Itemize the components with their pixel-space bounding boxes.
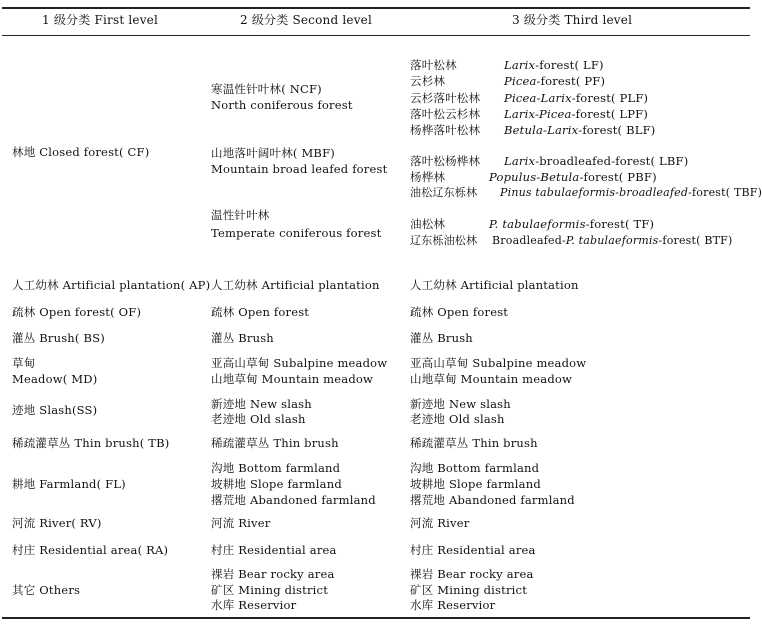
third-level-ss-b: 老迹地 Old slash — [410, 412, 505, 426]
third-level-md-a: 亚高山草甸 Subalpine meadow — [410, 356, 587, 370]
third-rest: -broadleafed-forest( LBF) — [535, 154, 689, 168]
top-rule — [2, 7, 750, 9]
first-level-md-en: Meadow( MD) — [12, 372, 98, 386]
first-level-bs: 灌丛 Brush( BS) — [12, 331, 105, 345]
third-rest: -forest( LPF) — [571, 107, 649, 121]
second-level-tb: 稀疏灌草丛 Thin brush — [211, 436, 339, 450]
third-level-ss-a: 新迹地 New slash — [410, 397, 511, 411]
first-level-ss: 迹地 Slash(SS) — [12, 403, 98, 417]
third-level-fl-a: 沟地 Bottom farmland — [410, 461, 540, 475]
third-level-bs: 灌丛 Brush — [410, 331, 473, 345]
third-cn: 落叶松林 — [410, 58, 457, 72]
third-cn: 辽东栎油松林 — [410, 234, 478, 247]
third-level-ot-c: 水库 Reservior — [410, 598, 496, 612]
second-level-ot-c: 水库 Reservior — [211, 598, 297, 612]
third-cn: 云杉林 — [410, 74, 446, 88]
third-level-of: 疏林 Open forest — [410, 305, 509, 319]
second-level-mbf-cn: 山地落叶阔叶林( MBF) — [211, 146, 335, 160]
second-level-fl-a: 沟地 Bottom farmland — [211, 461, 341, 475]
third-rest: -forest( PF) — [536, 74, 606, 88]
third-level-forest-item — [410, 106, 648, 122]
header-second-level: 2 级分类 Second level — [240, 13, 373, 27]
third-italic: Populus-Betula — [489, 170, 580, 184]
third-level-forest-item — [410, 216, 654, 232]
third-cn: 落叶松杨桦林 — [410, 154, 481, 168]
third-rest: -forest( BTF) — [658, 234, 733, 247]
first-level-ap: 人工幼林 Artificial plantation( AP) — [12, 278, 211, 292]
first-level-rv: 河流 River( RV) — [12, 516, 102, 530]
second-level-bs: 灌丛 Brush — [211, 331, 274, 345]
third-italic: Larix — [504, 154, 536, 168]
third-rest: -forest( TF) — [585, 217, 655, 231]
third-rest: -forest( BLF) — [578, 123, 656, 137]
third-level-md-b: 山地草甸 Mountain meadow — [410, 372, 573, 386]
third-pre: Broadleafed- — [492, 234, 566, 247]
third-cn: 云杉落叶松林 — [410, 91, 481, 105]
second-level-tcf-cn: 温性针叶林 — [211, 208, 270, 222]
first-level-of: 疏林 Open forest( OF) — [12, 305, 142, 319]
third-italic: Larix — [504, 58, 536, 72]
header-third-level: 3 级分类 Third level — [512, 13, 633, 27]
third-level-forest-item — [410, 185, 762, 201]
third-level-forest-item — [410, 122, 655, 138]
second-level-ncf-en: North coniferous forest — [211, 98, 353, 112]
third-cn: 油松辽东栎林 — [410, 186, 478, 199]
third-level-tb: 稀疏灌草丛 Thin brush — [410, 436, 538, 450]
bottom-rule — [2, 617, 750, 619]
third-level-forest-item — [410, 169, 657, 185]
header-first-level: 1 级分类 First level — [42, 13, 159, 27]
third-italic: Picea-Larix — [504, 91, 572, 105]
second-level-ra: 村庄 Residential area — [211, 543, 337, 557]
third-level-forest-item — [410, 90, 648, 106]
third-italic: Picea — [504, 74, 537, 88]
second-level-ot-a: 裸岩 Bear rocky area — [211, 567, 335, 581]
third-level-ap: 人工幼林 Artificial plantation — [410, 278, 579, 292]
third-level-ot-b: 矿区 Mining district — [410, 583, 528, 597]
second-level-ap: 人工幼林 Artificial plantation — [211, 278, 380, 292]
second-level-tcf-en: Temperate coniferous forest — [211, 226, 382, 240]
second-level-mbf-en: Mountain broad leafed forest — [211, 162, 388, 176]
second-level-md-a: 亚高山草甸 Subalpine meadow — [211, 356, 388, 370]
first-level-others: 其它 Others — [12, 583, 81, 597]
third-level-forest-item — [410, 57, 604, 73]
third-level-rv: 河流 River — [410, 516, 470, 530]
second-level-md-b: 山地草甸 Mountain meadow — [211, 372, 374, 386]
first-level-closed-forest: 林地 Closed forest( CF) — [12, 145, 150, 159]
second-level-ss-a: 新迹地 New slash — [211, 397, 312, 411]
third-level-ra: 村庄 Residential area — [410, 543, 536, 557]
third-rest: -forest( PLF) — [571, 91, 649, 105]
second-level-ss-b: 老迹地 Old slash — [211, 412, 306, 426]
third-level-fl-b: 坡耕地 Slope farmland — [410, 477, 541, 491]
third-rest: -forest( PBF) — [579, 170, 657, 184]
second-level-ncf-cn: 寒温性针叶林( NCF) — [211, 82, 322, 96]
first-level-fl: 耕地 Farmland( FL) — [12, 477, 126, 491]
third-level-ot-a: 裸岩 Bear rocky area — [410, 567, 534, 581]
third-italic: Pinus tabulaeformis-broadleafed- — [500, 186, 693, 199]
third-cn: 杨桦林 — [410, 170, 446, 184]
first-level-tb: 稀疏灌草丛 Thin brush( TB) — [12, 436, 170, 450]
second-level-fl-b: 坡耕地 Slope farmland — [211, 477, 342, 491]
second-level-fl-c: 撂荒地 Abandoned farmland — [211, 493, 376, 507]
third-level-forest-item — [410, 73, 605, 89]
third-rest: -forest( LF) — [535, 58, 604, 72]
third-level-fl-c: 撂荒地 Abandoned farmland — [410, 493, 575, 507]
third-italic: Larix-Picea — [504, 107, 572, 121]
third-rest: forest( TBF) — [692, 186, 762, 199]
third-cn: 杨桦落叶松林 — [410, 123, 481, 137]
second-level-ot-b: 矿区 Mining district — [211, 583, 329, 597]
third-level-forest-item — [410, 153, 688, 169]
third-italic: P. tabulaeformis — [489, 217, 586, 231]
third-level-forest-item — [410, 233, 732, 249]
header-rule — [2, 35, 750, 36]
third-cn: 落叶松云杉林 — [410, 107, 481, 121]
first-level-md-cn: 草甸 — [12, 356, 36, 370]
third-italic: Betula-Larix — [504, 123, 579, 137]
first-level-ra: 村庄 Residential area( RA) — [12, 543, 169, 557]
third-cn: 油松林 — [410, 217, 446, 231]
second-level-rv: 河流 River — [211, 516, 271, 530]
second-level-of: 疏林 Open forest — [211, 305, 310, 319]
third-italic: P. tabulaeformis — [565, 234, 659, 247]
